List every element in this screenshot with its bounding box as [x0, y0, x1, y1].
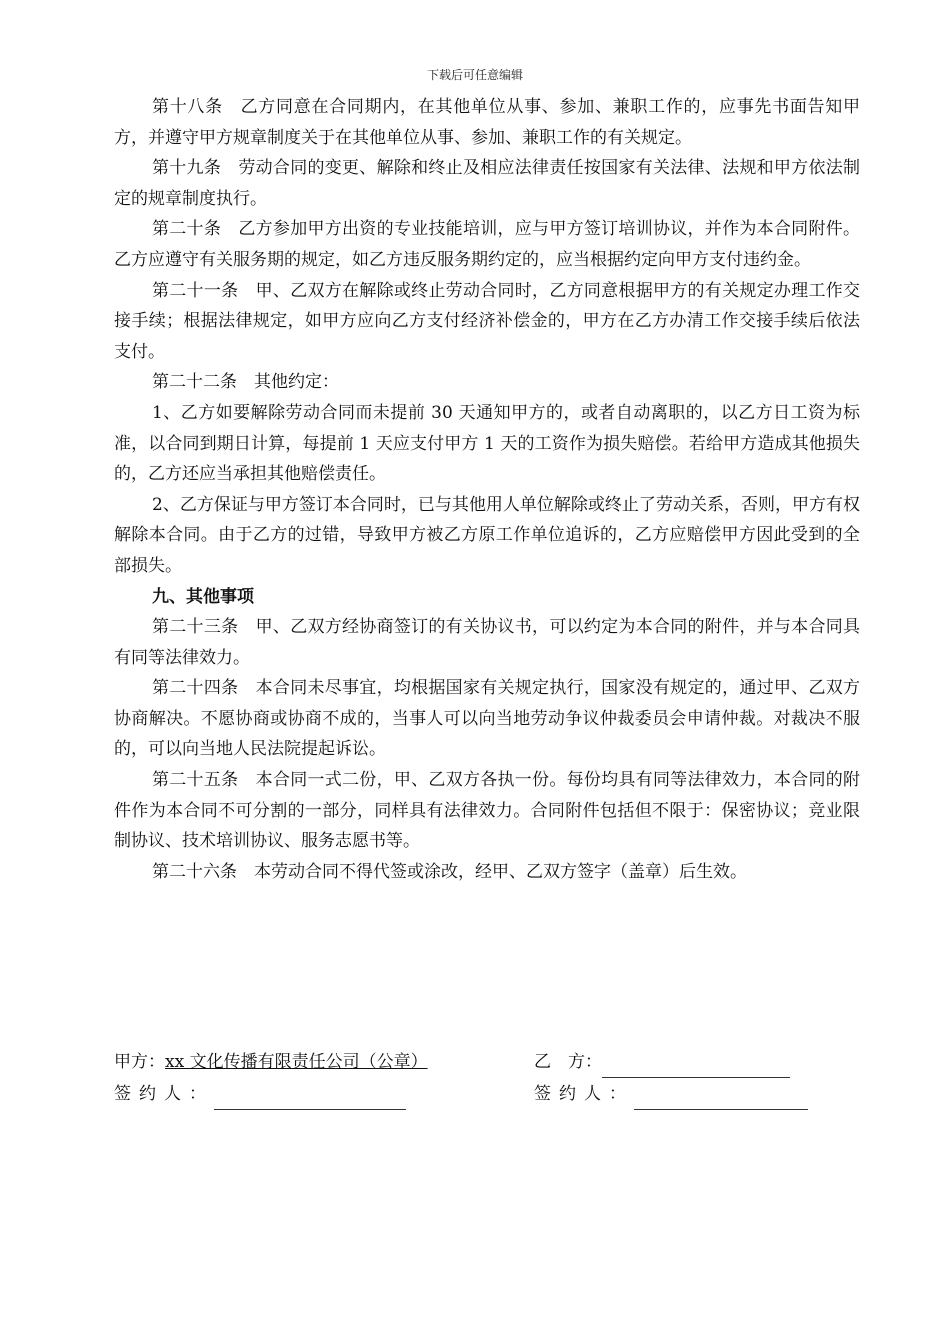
- article-22-item-2: 2、乙方保证与甲方签订本合同时，已与其他用人单位解除或终止了劳动关系，否则，甲方有权解除本合同。由于乙方的过错，导致甲方被乙方原工作单位追诉的，乙方应赔偿甲方因此受到的全部损失。: [114, 494, 860, 576]
- article-21: 第二十一条 甲、乙双方在解除或终止劳动合同时，乙方同意根据甲方的有关规定办理工作交接手续；根据法律规定，如甲方应向乙方支付经济补偿金的，甲方在乙方办清工作交接手续后依法支付。: [114, 280, 860, 362]
- party-b-blank-line[interactable]: [602, 1055, 790, 1078]
- party-a-label: 甲方：: [114, 1052, 165, 1072]
- article-19: 第十九条 劳动合同的变更、解除和终止及相应法律责任按国家有关法律、法规和甲方依法制定的规章制度执行。: [114, 158, 860, 209]
- party-b-signer: [534, 1078, 808, 1110]
- article-18: 第十八条 乙方同意在合同期内，在其他单位从事、参加、兼职工作的，应事先书面告知甲方，并遵守甲方规章制度关于在其他单位从事、参加、兼职工作的有关规定。: [114, 97, 860, 148]
- article-20: 第二十条 乙方参加甲方出资的专业技能培训，应与甲方签订培训协议，并作为本合同附件。乙方应遵守有关服务期的规定，如乙方违反服务期约定的，应当根据约定向甲方支付违约金。: [114, 219, 860, 270]
- section-heading-other-matters: 九、其他事项: [152, 586, 254, 607]
- signature-row-parties: [114, 1046, 860, 1078]
- party-a-name: xx 文化传播有限责任公司（公章）: [165, 1052, 428, 1072]
- party-b: [534, 1046, 790, 1078]
- signer-label-left: 签约人：: [114, 1084, 214, 1104]
- contract-body: [114, 92, 860, 887]
- signature-block: [114, 1046, 860, 1110]
- party-a-signer: [114, 1078, 534, 1110]
- party-a: [114, 1046, 534, 1078]
- party-a-signer-blank-line[interactable]: [214, 1087, 406, 1110]
- article-26: 第二十六条 本劳动合同不得代签或涂改，经甲、乙双方签字（盖章）后生效。: [152, 861, 747, 882]
- article-24: 第二十四条 本合同未尽事宜，均根据国家有关规定执行，国家没有规定的，通过甲、乙双方协商解决。不愿协商或协商不成的，当事人可以向当地劳动争议仲裁委员会申请仲裁。对裁决不服的，可以向当地人民法院提起诉讼。: [114, 678, 860, 760]
- article-22: 第二十二条 其他约定：: [152, 372, 339, 393]
- article-22-item-1: 1、乙方如要解除劳动合同而未提前 30 天通知甲方的，或者自动离职的，以乙方日工资为标准，以合同到期日计算，每提前 1 天应支付甲方 1 天的工资作为损失赔偿。若给甲方造成其他损失的，乙方还应当承担其他赔偿责任。: [114, 402, 860, 485]
- signature-row-signers: [114, 1078, 860, 1110]
- article-25: 第二十五条 本合同一式二份，甲、乙双方各执一份。每份均具有同等法律效力，本合同的附件作为本合同不可分割的一部分，同样具有法律效力。合同附件包括但不限于：保密协议；竞业限制协议、技术培训协议、服务志愿书等。: [114, 770, 860, 852]
- header-note: 下载后可任意编辑: [426, 68, 523, 82]
- article-23: 第二十三条 甲、乙双方经协商签订的有关协议书，可以约定为本合同的附件，并与本合同具有同等法律效力。: [114, 617, 860, 668]
- signer-label-right: 签约人：: [534, 1084, 634, 1104]
- party-b-signer-blank-line[interactable]: [634, 1087, 808, 1110]
- party-b-label: 乙 方：: [534, 1052, 602, 1072]
